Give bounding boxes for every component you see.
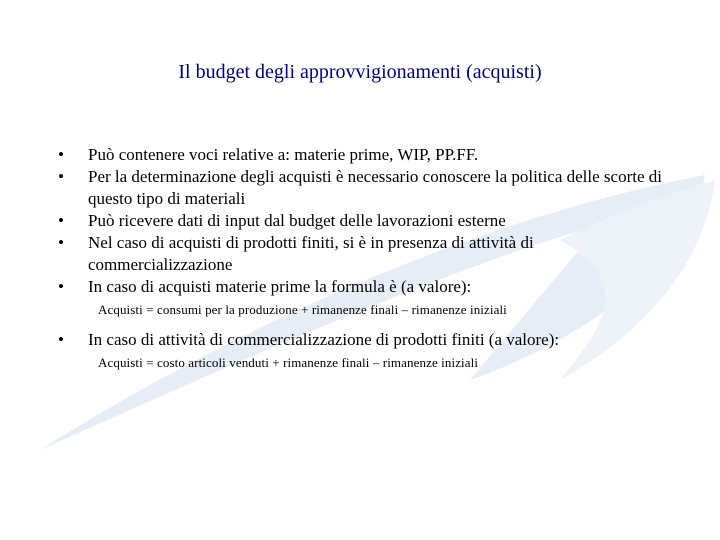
bullet-item — [56, 210, 666, 232]
bullet-item — [56, 276, 666, 298]
bullet-glyph: • — [58, 233, 64, 252]
formula-line: Acquisti = consumi per la produzione + rimanenze finali – rimanenze iniziali — [98, 302, 507, 317]
bullet-item — [56, 329, 666, 351]
bullet-glyph: • — [58, 167, 64, 186]
bullet-text: In caso di attività di commercializzazione di prodotti finiti (a valore): — [88, 330, 560, 349]
bullet-text: Per la determinazione degli acquisti è necessario conoscere la politica delle scorte di questo tipo di materiali — [88, 167, 662, 208]
bullet-text: Può ricevere dati di input dal budget delle lavorazioni esterne — [88, 211, 506, 230]
bullet-glyph: • — [58, 330, 64, 349]
bullet-text: Può contenere voci relative a: materie prime, WIP, PP.FF. — [88, 145, 479, 164]
bullet-text: Nel caso di acquisti di prodotti finiti, si è in presenza di attività di commercializzazione — [88, 233, 534, 274]
bullet-list — [56, 144, 666, 382]
bullet-item — [56, 166, 666, 210]
bullet-item — [56, 144, 666, 166]
bullet-item — [56, 232, 666, 276]
bullet-glyph: • — [58, 145, 64, 164]
slide-title: Il budget degli approvvigionamenti (acquisti) — [178, 61, 542, 83]
bullet-text: In caso di acquisti materie prime la formula è (a valore): — [88, 277, 472, 296]
formula-line: Acquisti = costo articoli venduti + rimanenze finali – rimanenze iniziali — [98, 355, 479, 370]
bullet-glyph: • — [58, 211, 64, 230]
bullet-glyph: • — [58, 277, 64, 296]
